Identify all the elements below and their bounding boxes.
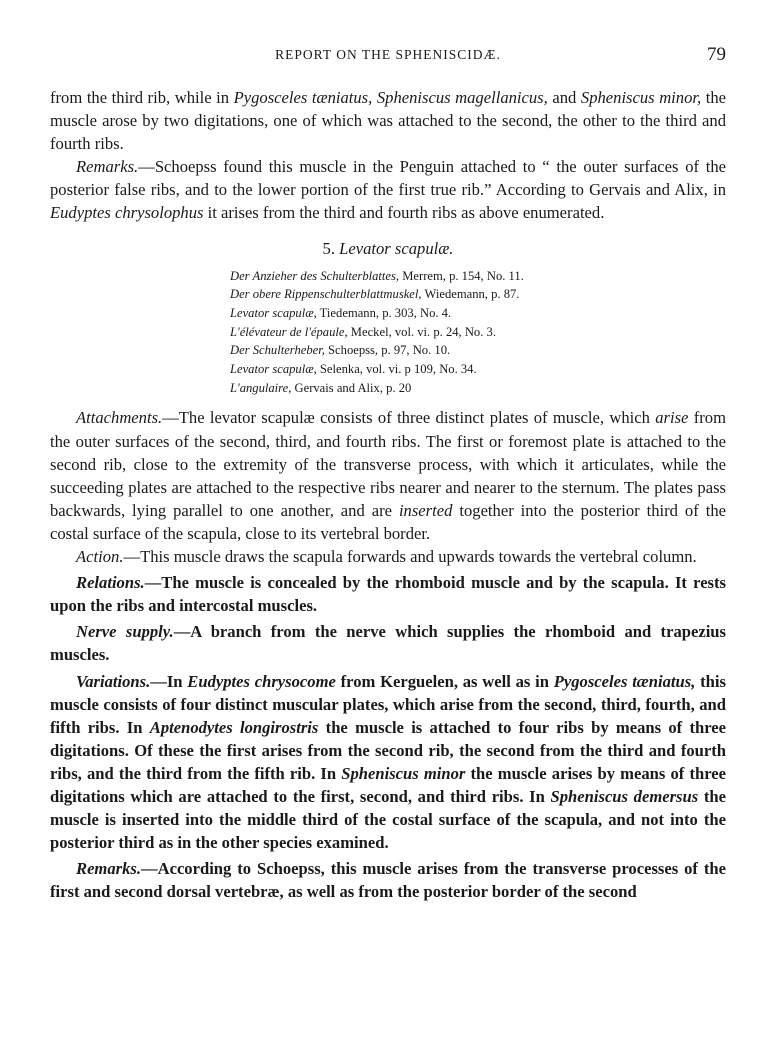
reference-line: Der obere Rippenschulterblattmuskel, Wiedemann, p. 87. [230,287,520,302]
attachments-label: Attachments. [76,408,163,428]
bold-text-block [50,571,726,903]
paragraph-action: Action.—This muscle draws the scapula forwards and upwards towards the vertebral column. [76,547,697,567]
paragraph-intro: from the third rib, while in Pygosceles tæniatus, Spheniscus magellanicus, and Spheniscus minor, the muscle arose by two digitations, one of which was attached to the second, the other to the third and fourth ribs. [50,88,726,154]
section-heading [50,237,726,261]
paragraph-relations: Relations.—The muscle is concealed by the rhomboid muscle and by the scapula. It rests upon the ribs and intercostal muscles. [50,573,726,616]
variations-label: Variations. [76,671,151,691]
page-number: 79 [707,44,726,65]
paragraph-variations: Variations.—In Eudyptes chrysocome from Kerguelen, as well as in Pygosceles tæniatus, this muscle consists of four distinct muscular plates, which arise from the second, third, fourth, and fifth ribs. In Aptenodytes longirostris the muscle is attached to four ribs by means of three digitations. Of these the first arises from the second rib, the second from the third and fourth ribs, and the third from the fifth rib. In Spheniscus minor the muscle arises by means of three digitations which are attached to the first, second, and third ribs. In Spheniscus demersus the muscle is inserted into the middle third of the costal surface of the scapula, and not into the posterior third as in the other species examined. [50,671,726,853]
relations-label: Relations. [76,573,145,593]
section-number: 5. [322,238,335,258]
action-label: Action. [76,547,124,567]
remarks-label: Remarks. [76,157,139,177]
section-name: Levator scapulæ. [339,238,454,258]
reference-line: Levator scapulæ, Selenka, vol. vi. p 109, No. 34. [230,362,477,377]
nerve-supply-label: Nerve supply. [76,622,174,642]
paragraph-remarks: Remarks.—According to Schoepss, this muscle arises from the transverse processes of the first and second dorsal vertebræ, as well as from the posterior border of the second [50,859,726,902]
reference-line: Der Schulterheber, Schoepss, p. 97, No. 10. [230,343,451,358]
reference-line: L'élévateur de l'épaule, Meckel, vol. vi. p. 24, No. 3. [230,324,496,339]
remarks-label: Remarks. [76,859,141,879]
reference-line: Der Anzieher des Schulterblattes, Merrem, p. 154, No. 11. [230,268,524,283]
reference-line: L'angulaire, Gervais and Alix, p. 20 [230,380,412,395]
page [50,42,726,903]
paragraph-attachments: Attachments.—The levator scapulæ consists of three distinct plates of muscle, which arise from the outer surfaces of the second, third, and fourth ribs. The first or foremost plate is attached to the second rib, close to the extremity of the transverse process, with which it articulates, while the succeeding plates are attached to the respective ribs nearer and nearer to the sternum. The plates pass backwards, lying parallel to one another, and are inserted together into the posterior third of the costal surface of the scapula, close to its vertebral border. [50,408,726,543]
synonym-references [230,267,726,398]
running-header [50,42,726,68]
paragraph-remarks-previous: Remarks.—Schoepss found this muscle in the Penguin attached to “ the outer surfaces of the posterior false ribs, and to the lower portion of the first true rib.” According to Gervais and Alix, in Eudyptes chrysolophus it arises from the third and fourth ribs as above enumerated. [50,157,726,223]
reference-line: Levator scapulæ, Tiedemann, p. 303, No. 4. [230,305,452,320]
paragraph-nerve-supply: Nerve supply.—A branch from the nerve which supplies the rhomboid and trapezius muscles. [50,622,726,665]
running-title: REPORT ON THE SPHENISCIDÆ. [275,47,501,62]
